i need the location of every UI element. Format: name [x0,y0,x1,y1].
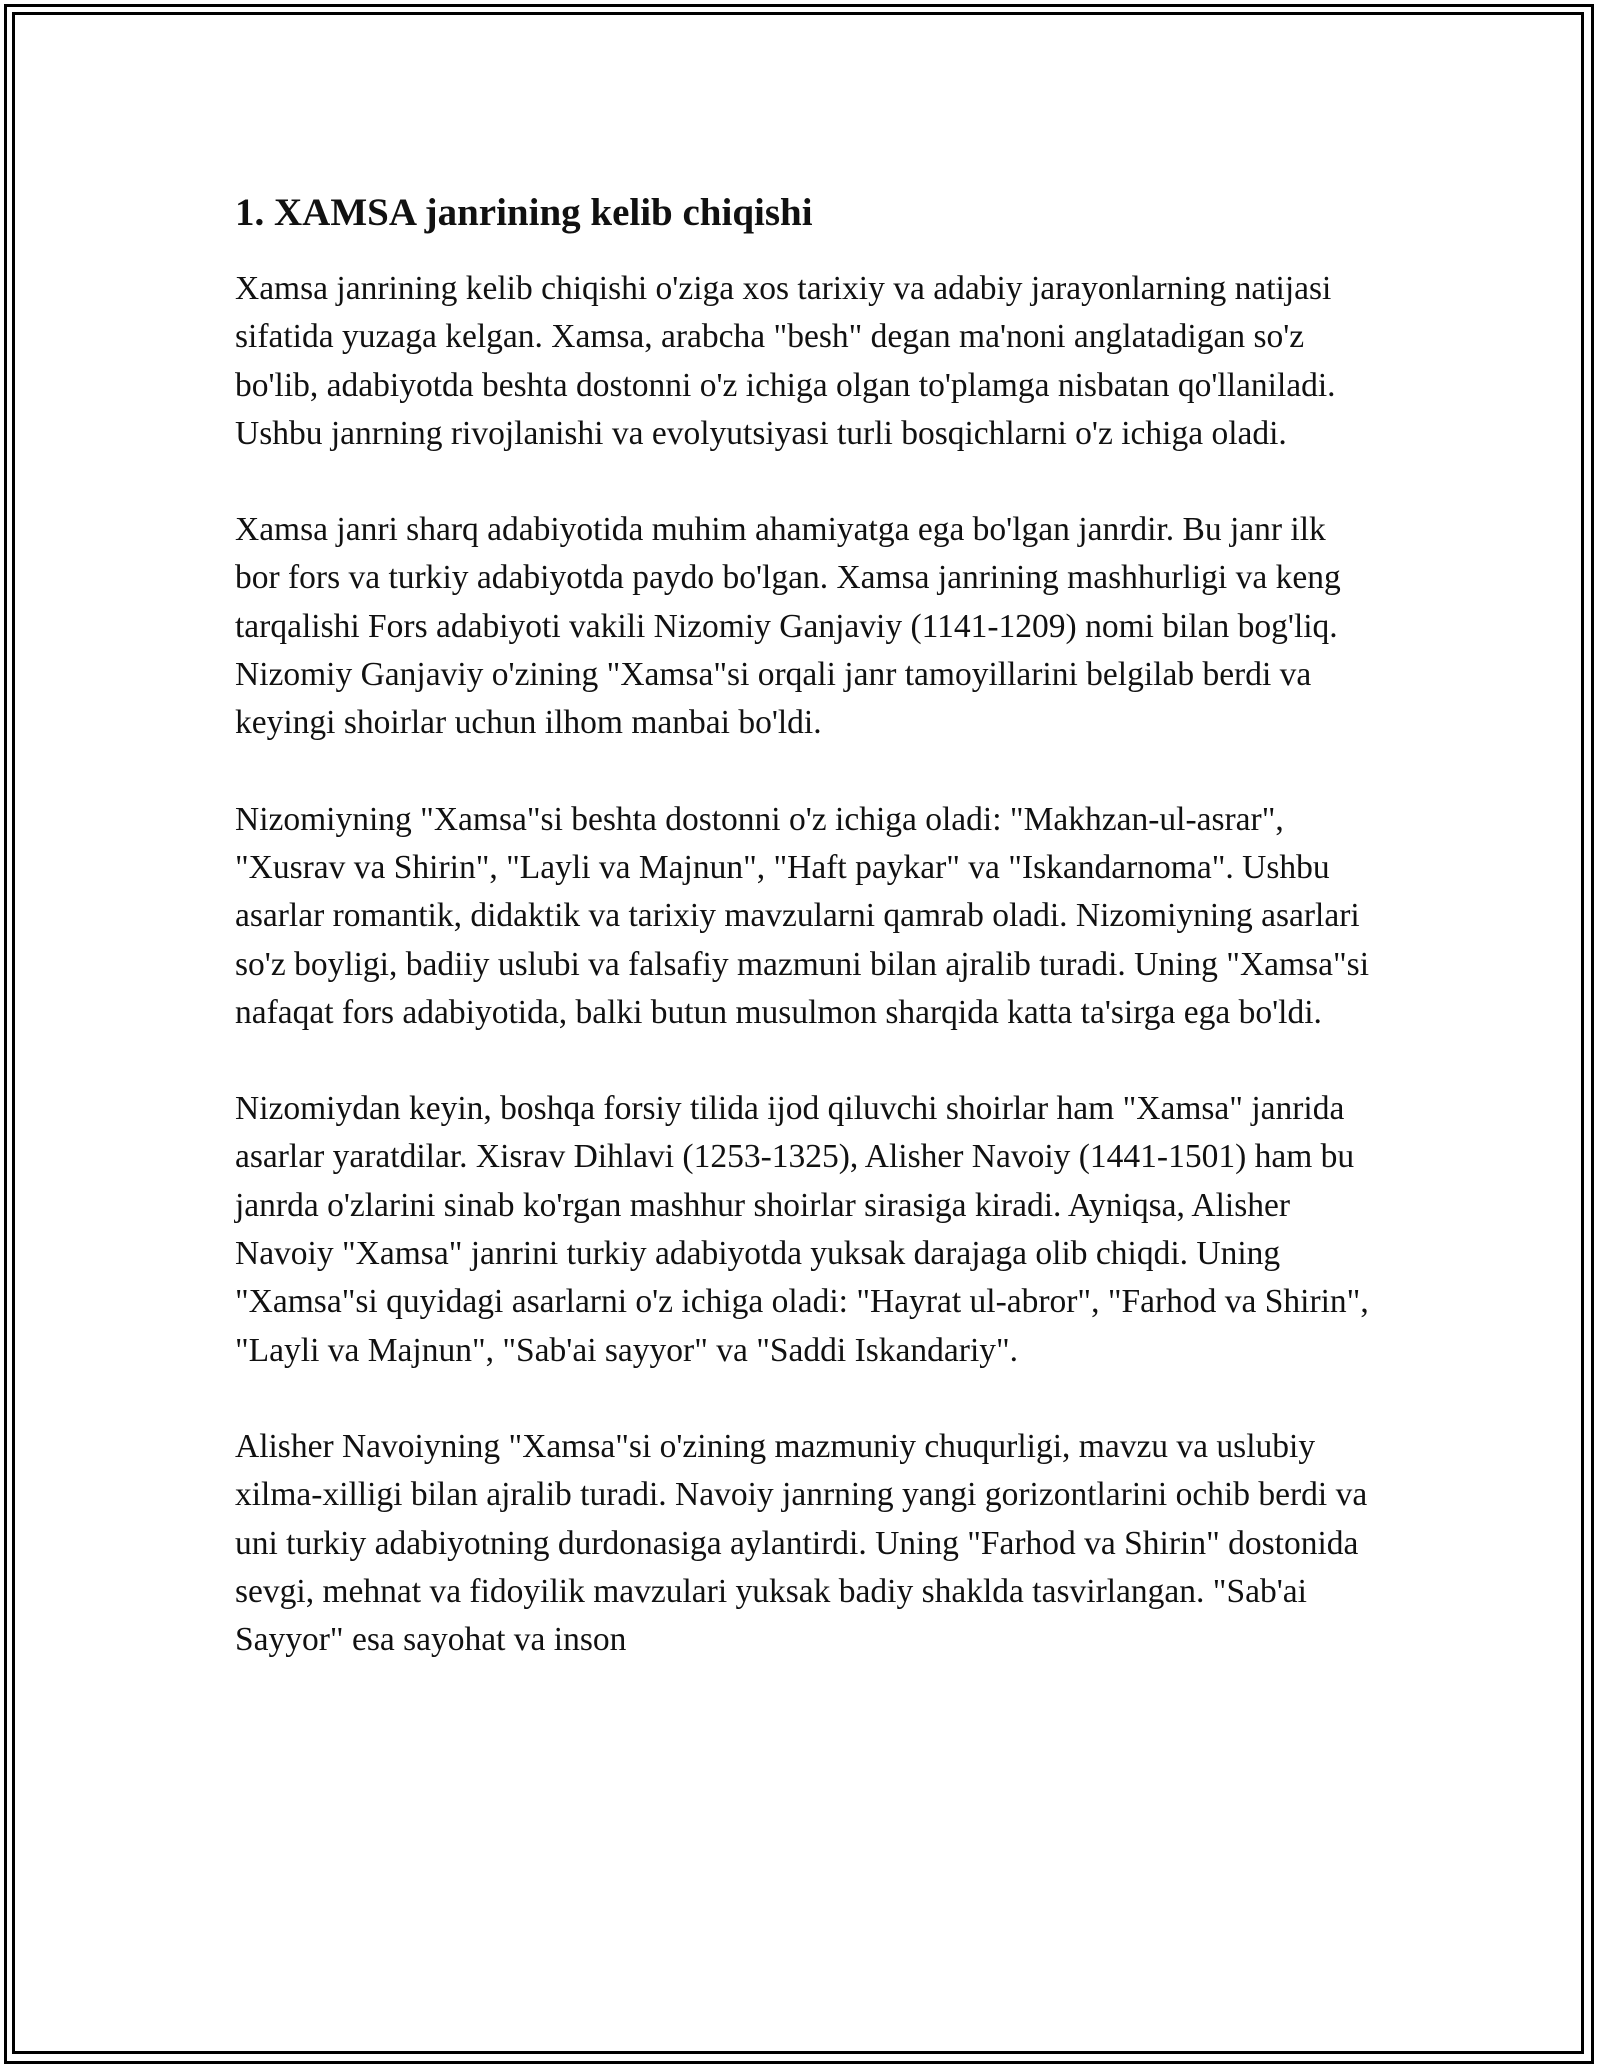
paragraph-5: Alisher Navoiyning "Xamsa"si o'zining mazmuniy chuqurligi, mavzu va uslubiy xilma-xilligi bilan ajralib turadi. Navoiy janrning yangi gorizontlarini ochib berdi va uni turkiy adabiyotning durdonasiga aylantirdi. Uning "Farhod va Shirin" dostonida sevgi, mehnat va fidoyilik mavzulari yuksak badiy shaklda tasvirlangan. "Sab'ai Sayyor" esa sayohat va inson [235,1427,1368,1659]
section-heading: 1. XAMSA janrining kelib chiqishi [235,191,813,234]
document-body [235,185,1370,1712]
paragraph-2: Xamsa janri sharq adabiyotida muhim ahamiyatga ega bo'lgan janrdir. Bu janr ilk bor fors va turkiy adabiyotda paydo bo'lgan. Xamsa janrining mashhurligi va keng tarqalishi Fors adabiyoti vakili Nizomiy Ganjaviy (1141-1209) nomi bilan bog'liq. Nizomiy Ganjaviy o'zining "Xamsa"si orqali janr tamoyillarini belgilab berdi va keyingi shoirlar uchun ilhom manbai bo'ldi. [235,511,1341,742]
paragraph-3: Nizomiyning "Xamsa"si beshta dostonni o'z ichiga oladi: "Makhzan-ul-asrar", "Xusrav va Shirin", "Layli va Majnun", "Haft paykar" va "Iskandarnoma". Ushbu asarlar romantik, didaktik va tarixiy mavzularni qamrab oladi. Nizomiyning asarlari so'z boyligi, badiiy uslubi va falsafiy mazmuni bilan ajralib turadi. Uning "Xamsa"si nafaqat fors adabiyotida, balki butun musulmon sharqida katta ta'sirga ega bo'ldi. [235,800,1370,1031]
paragraph-4: Nizomiydan keyin, boshqa forsiy tilida ijod qiluvchi shoirlar ham "Xamsa" janrida asarlar yaratdilar. Xisrav Dihlavi (1253-1325), Alisher Navoiy (1441-1501) ham bu janrda o'zlarini sinab ko'rgan mashhur shoirlar sirasiga kiradi. Ayniqsa, Alisher Navoiy "Xamsa" janrini turkiy adabiyotda yuksak darajaga olib chiqdi. Uning "Xamsa"si quyidagi asarlarni o'z ichiga oladi: "Hayrat ul-abror", "Farhod va Shirin", "Layli va Majnun", "Sab'ai sayyor" va "Saddi Iskandariy". [235,1090,1369,1369]
paragraph-1: Xamsa janrining kelib chiqishi o'ziga xos tarixiy va adabiy jarayonlarning natijasi sifatida yuzaga kelgan. Xamsa, arabcha "besh" degan ma'noni anglatadigan so'z bo'lib, adabiyotda beshta dostonni o'z ichiga olgan to'plamga nisbatan qo'llaniladi. Ushbu janrning rivojlanishi va evolyutsiyasi turli bosqichlarni o'z ichiga oladi. [235,270,1336,452]
